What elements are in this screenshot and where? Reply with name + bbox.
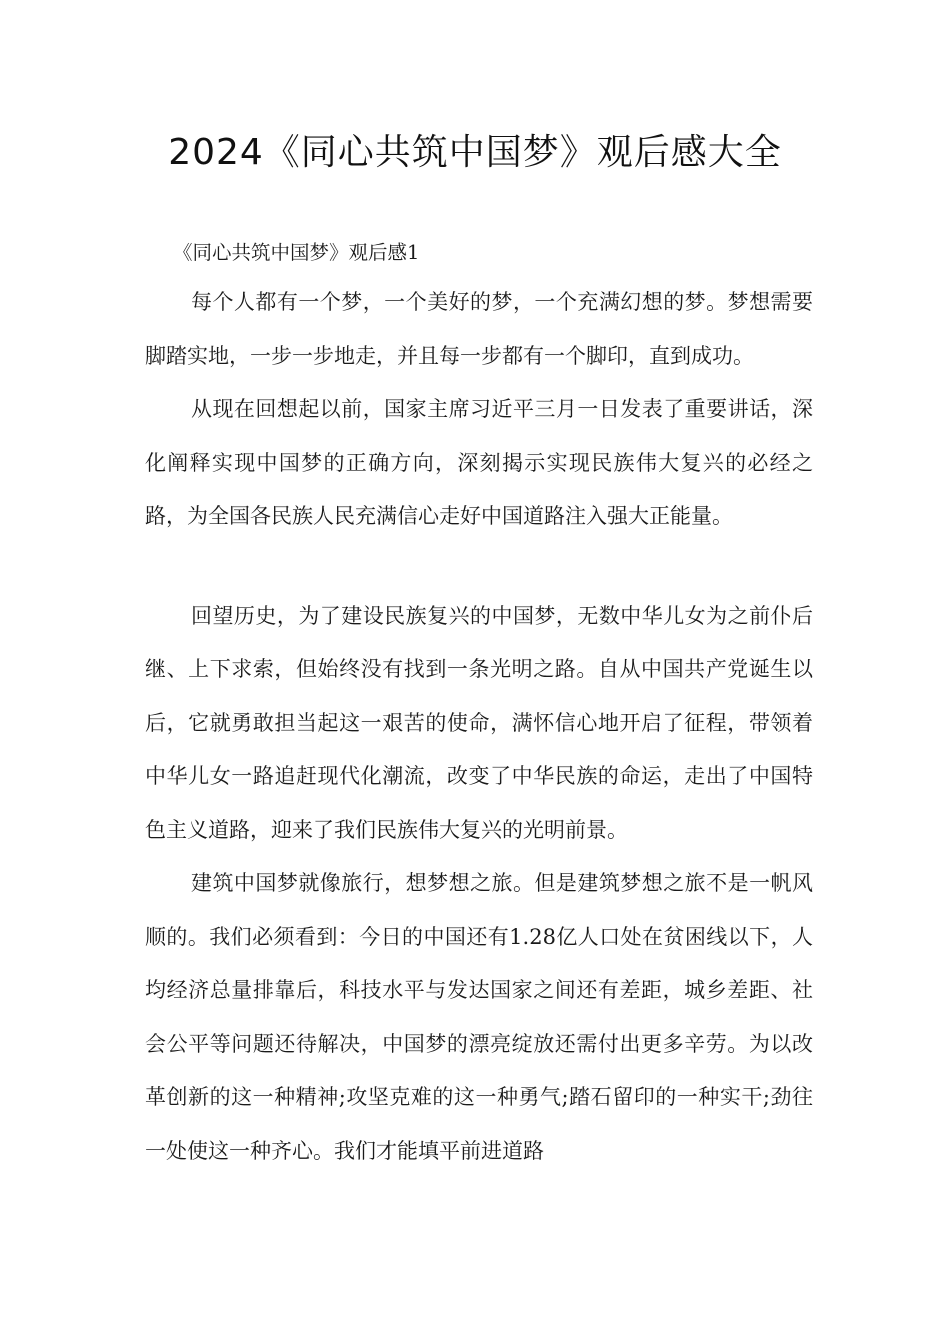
document-title: 2024《同心共筑中国梦》观后感大全 [168,132,782,173]
paragraph-1: 每个人都有一个梦，一个美好的梦，一个充满幻想的梦。梦想需要脚踏实地，一步一步地走，并且每一步都有一个脚印，直到成功。 [145,290,813,368]
document-body [145,230,813,1178]
paragraph-4: 建筑中国梦就像旅行，想梦想之旅。但是建筑梦想之旅不是一帆风顺的。我们必须看到：今日的中国还有1.28亿人口处在贫困线以下，人均经济总量排靠后，科技水平与发达国家之间还有差距，城乡差距、社会公平等问题还待解决，中国梦的漂亮绽放还需付出更多辛劳。为以改革创新的这一种精神;攻坚克难的这一种勇气;踏石留印的一种实干;劲往一处使这一种齐心。我们才能填平前进道路 [145,871,813,1163]
paragraph-2: 从现在回想起以前，国家主席习近平三月一日发表了重要讲话，深化阐释实现中国梦的正确方向，深刻揭示实现民族伟大复兴的必经之路，为全国各民族人民充满信心走好中国道路注入强大正能量。 [145,397,813,528]
paragraph-3: 回望历史，为了建设民族复兴的中国梦，无数中华儿女为之前仆后继、上下求索，但始终没有找到一条光明之路。自从中国共产党诞生以后，它就勇敢担当起这一艰苦的使命，满怀信心地开启了征程，带领着中华儿女一路追赶现代化潮流，改变了中华民族的命运，走出了中国特色主义道路，迎来了我们民族伟大复兴的光明前景。 [145,603,813,842]
section-heading: 《同心共筑中国梦》观后感1 [173,241,420,264]
